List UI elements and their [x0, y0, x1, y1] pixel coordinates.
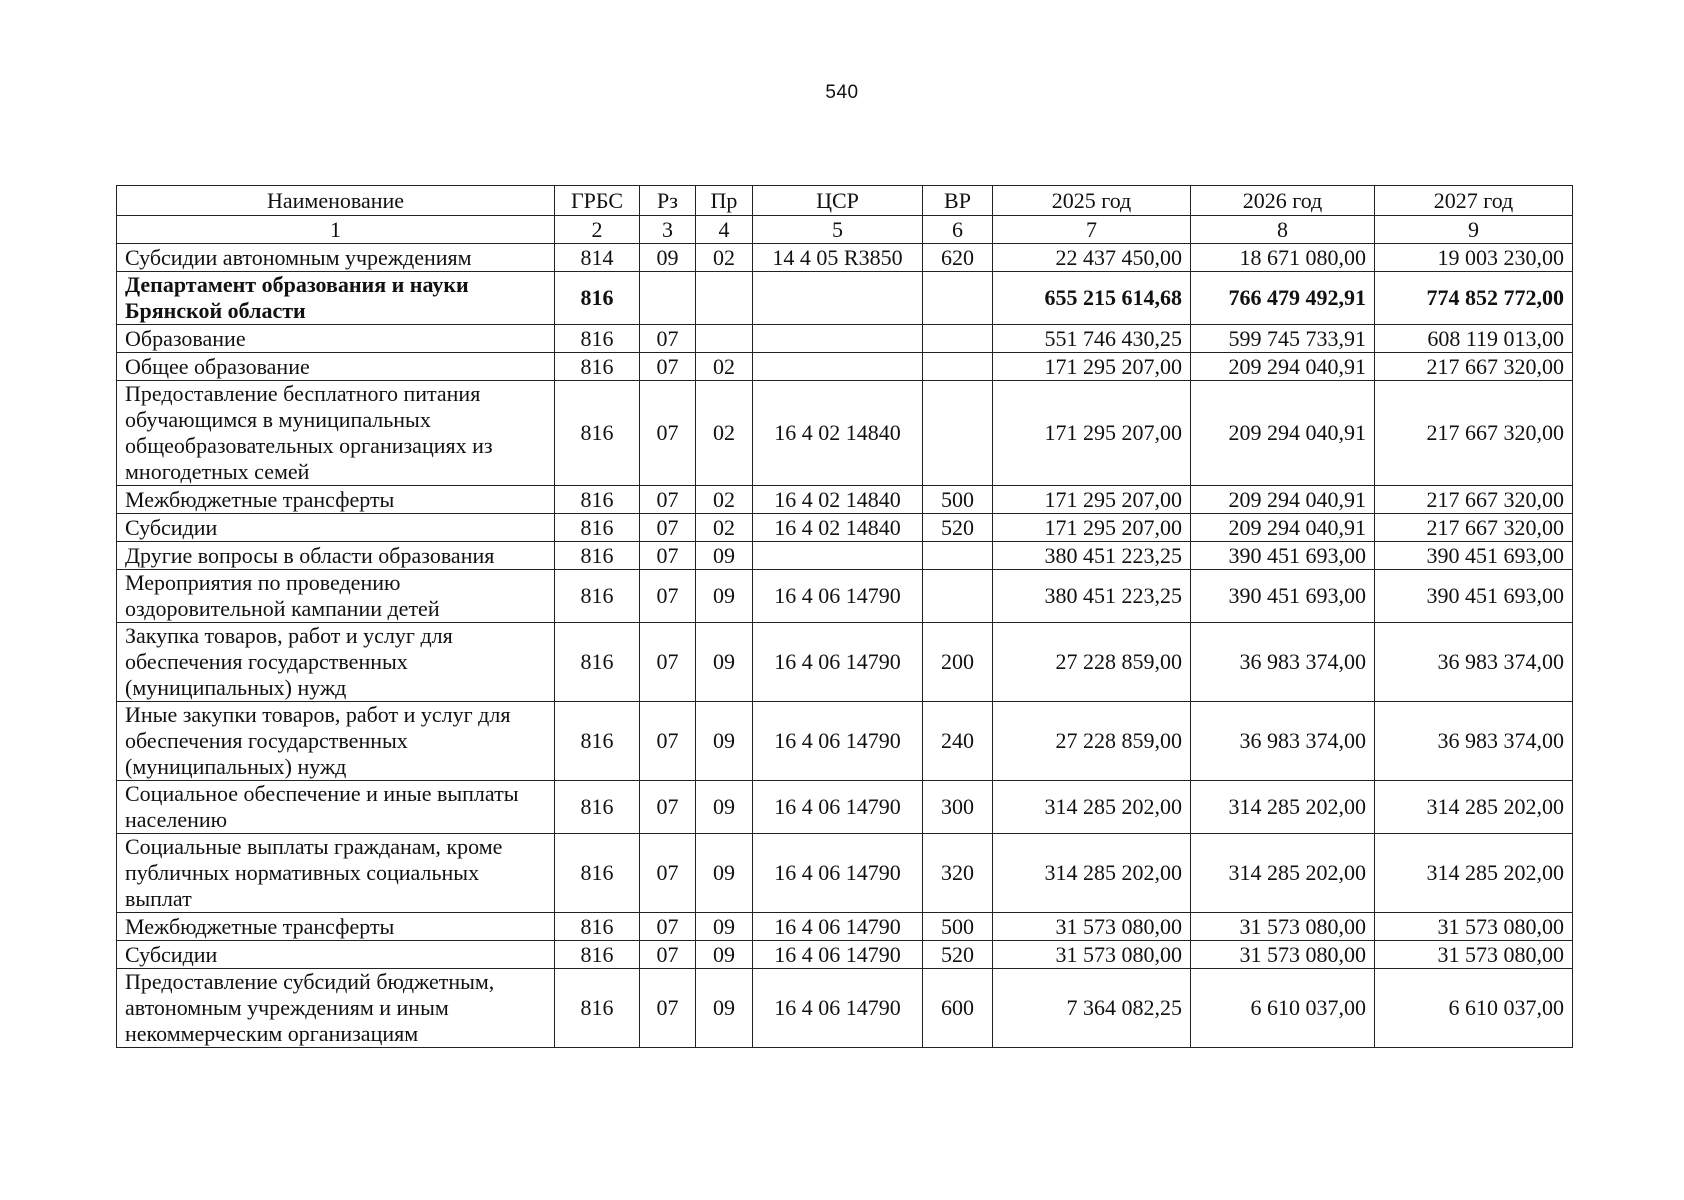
- column-number: 5: [753, 216, 923, 244]
- cell-year-2025: 314 285 202,00: [993, 834, 1191, 913]
- header-pr: Пр: [696, 186, 753, 216]
- table-row: [117, 834, 1573, 913]
- cell-name: Межбюджетные трансферты: [117, 913, 555, 941]
- table-row: [117, 486, 1573, 514]
- cell-grbs: 816: [555, 623, 640, 702]
- column-number: 9: [1375, 216, 1573, 244]
- cell-name: Субсидии: [117, 514, 555, 542]
- table-body: [117, 216, 1573, 1048]
- cell-grbs: 816: [555, 702, 640, 781]
- cell-vr: 600: [923, 969, 993, 1048]
- table-row: [117, 570, 1573, 623]
- cell-year-2025: 171 295 207,00: [993, 353, 1191, 381]
- column-number: 2: [555, 216, 640, 244]
- cell-csr: 16 4 02 14840: [753, 514, 923, 542]
- cell-vr: [923, 353, 993, 381]
- cell-csr: 16 4 06 14790: [753, 969, 923, 1048]
- cell-csr: 16 4 06 14790: [753, 913, 923, 941]
- cell-vr: 520: [923, 514, 993, 542]
- cell-year-2027: 217 667 320,00: [1375, 353, 1573, 381]
- cell-pr: [696, 272, 753, 325]
- cell-year-2026: 6 610 037,00: [1191, 969, 1375, 1048]
- cell-year-2027: 217 667 320,00: [1375, 381, 1573, 486]
- table-row: [117, 542, 1573, 570]
- cell-grbs: 816: [555, 486, 640, 514]
- cell-vr: [923, 381, 993, 486]
- cell-year-2025: 31 573 080,00: [993, 941, 1191, 969]
- cell-csr: 16 4 02 14840: [753, 486, 923, 514]
- cell-year-2027: 608 119 013,00: [1375, 325, 1573, 353]
- column-number: 8: [1191, 216, 1375, 244]
- table-row: [117, 623, 1573, 702]
- cell-year-2025: 27 228 859,00: [993, 702, 1191, 781]
- cell-year-2026: 36 983 374,00: [1191, 702, 1375, 781]
- cell-grbs: 816: [555, 325, 640, 353]
- cell-name: Общее образование: [117, 353, 555, 381]
- cell-year-2027: 390 451 693,00: [1375, 570, 1573, 623]
- cell-vr: 200: [923, 623, 993, 702]
- cell-rz: 07: [640, 834, 696, 913]
- cell-grbs: 816: [555, 969, 640, 1048]
- cell-csr: [753, 353, 923, 381]
- cell-pr: 09: [696, 969, 753, 1048]
- cell-name: Предоставление бесплатного питания обучающимся в муниципальных общеобразовательных организациях из многодетных семей: [117, 381, 555, 486]
- header-rz: Рз: [640, 186, 696, 216]
- header-csr: ЦСР: [753, 186, 923, 216]
- cell-csr: 16 4 06 14790: [753, 623, 923, 702]
- table-row: [117, 514, 1573, 542]
- table-row: [117, 781, 1573, 834]
- header-grbs: ГРБС: [555, 186, 640, 216]
- table-row: [117, 381, 1573, 486]
- cell-rz: 07: [640, 969, 696, 1048]
- cell-year-2026: 209 294 040,91: [1191, 514, 1375, 542]
- cell-year-2026: 209 294 040,91: [1191, 381, 1375, 486]
- cell-vr: 240: [923, 702, 993, 781]
- cell-name: Иные закупки товаров, работ и услуг для обеспечения государственных (муниципальных) нужд: [117, 702, 555, 781]
- cell-year-2025: 314 285 202,00: [993, 781, 1191, 834]
- cell-year-2025: 31 573 080,00: [993, 913, 1191, 941]
- cell-name: Межбюджетные трансферты: [117, 486, 555, 514]
- cell-rz: 07: [640, 702, 696, 781]
- cell-rz: 07: [640, 623, 696, 702]
- cell-year-2026: 31 573 080,00: [1191, 941, 1375, 969]
- cell-year-2025: 380 451 223,25: [993, 570, 1191, 623]
- cell-grbs: 816: [555, 514, 640, 542]
- header-row: [117, 186, 1573, 216]
- cell-rz: 07: [640, 781, 696, 834]
- cell-year-2026: 36 983 374,00: [1191, 623, 1375, 702]
- cell-grbs: 816: [555, 381, 640, 486]
- cell-year-2026: 390 451 693,00: [1191, 542, 1375, 570]
- cell-year-2025: 171 295 207,00: [993, 514, 1191, 542]
- table-row: [117, 702, 1573, 781]
- cell-grbs: 816: [555, 353, 640, 381]
- cell-csr: 16 4 06 14790: [753, 781, 923, 834]
- cell-grbs: 816: [555, 570, 640, 623]
- cell-year-2025: 7 364 082,25: [993, 969, 1191, 1048]
- cell-year-2026: 209 294 040,91: [1191, 353, 1375, 381]
- cell-rz: 07: [640, 570, 696, 623]
- cell-vr: 500: [923, 486, 993, 514]
- table-row: [117, 325, 1573, 353]
- cell-year-2025: 655 215 614,68: [993, 272, 1191, 325]
- cell-name: Социальные выплаты гражданам, кроме публичных нормативных социальных выплат: [117, 834, 555, 913]
- header-year-2025: 2025 год: [993, 186, 1191, 216]
- cell-year-2025: 22 437 450,00: [993, 244, 1191, 272]
- cell-year-2025: 171 295 207,00: [993, 486, 1191, 514]
- cell-pr: 02: [696, 486, 753, 514]
- cell-grbs: 816: [555, 781, 640, 834]
- cell-year-2027: 217 667 320,00: [1375, 514, 1573, 542]
- cell-grbs: 816: [555, 542, 640, 570]
- cell-vr: [923, 542, 993, 570]
- cell-vr: [923, 325, 993, 353]
- cell-year-2025: 27 228 859,00: [993, 623, 1191, 702]
- cell-year-2026: 209 294 040,91: [1191, 486, 1375, 514]
- cell-csr: [753, 542, 923, 570]
- cell-year-2027: 314 285 202,00: [1375, 781, 1573, 834]
- table-row: [117, 913, 1573, 941]
- cell-pr: 02: [696, 514, 753, 542]
- cell-name: Мероприятия по проведению оздоровительной кампании детей: [117, 570, 555, 623]
- cell-year-2027: 36 983 374,00: [1375, 623, 1573, 702]
- column-number: 7: [993, 216, 1191, 244]
- cell-name: Субсидии автономным учреждениям: [117, 244, 555, 272]
- cell-rz: 07: [640, 542, 696, 570]
- budget-table: [116, 185, 1573, 1048]
- header-name: Наименование: [117, 186, 555, 216]
- cell-pr: 09: [696, 542, 753, 570]
- cell-year-2025: 551 746 430,25: [993, 325, 1191, 353]
- cell-rz: 07: [640, 381, 696, 486]
- cell-rz: 07: [640, 325, 696, 353]
- cell-pr: [696, 325, 753, 353]
- cell-year-2026: 599 745 733,91: [1191, 325, 1375, 353]
- cell-name: Социальное обеспечение и иные выплаты населению: [117, 781, 555, 834]
- cell-grbs: 816: [555, 272, 640, 325]
- cell-csr: 16 4 06 14790: [753, 702, 923, 781]
- cell-year-2026: 390 451 693,00: [1191, 570, 1375, 623]
- cell-year-2027: 6 610 037,00: [1375, 969, 1573, 1048]
- cell-name: Субсидии: [117, 941, 555, 969]
- cell-csr: [753, 272, 923, 325]
- cell-year-2026: 18 671 080,00: [1191, 244, 1375, 272]
- cell-name: Закупка товаров, работ и услуг для обеспечения государственных (муниципальных) нужд: [117, 623, 555, 702]
- cell-grbs: 816: [555, 834, 640, 913]
- cell-csr: 16 4 06 14790: [753, 941, 923, 969]
- cell-csr: 16 4 06 14790: [753, 834, 923, 913]
- cell-rz: 07: [640, 353, 696, 381]
- cell-pr: 09: [696, 834, 753, 913]
- cell-year-2026: 766 479 492,91: [1191, 272, 1375, 325]
- cell-pr: 09: [696, 702, 753, 781]
- cell-year-2026: 314 285 202,00: [1191, 834, 1375, 913]
- cell-year-2027: 390 451 693,00: [1375, 542, 1573, 570]
- column-number: 1: [117, 216, 555, 244]
- cell-year-2026: 314 285 202,00: [1191, 781, 1375, 834]
- cell-vr: [923, 570, 993, 623]
- cell-pr: 09: [696, 570, 753, 623]
- cell-grbs: 816: [555, 941, 640, 969]
- cell-pr: 09: [696, 913, 753, 941]
- cell-name: Образование: [117, 325, 555, 353]
- cell-year-2027: 314 285 202,00: [1375, 834, 1573, 913]
- cell-name: Департамент образования и науки Брянской области: [117, 272, 555, 325]
- cell-pr: 02: [696, 381, 753, 486]
- column-number: 4: [696, 216, 753, 244]
- table-row: [117, 941, 1573, 969]
- cell-vr: 320: [923, 834, 993, 913]
- cell-vr: 620: [923, 244, 993, 272]
- page-number: 540: [825, 82, 859, 103]
- header-vr: ВР: [923, 186, 993, 216]
- table-row: [117, 969, 1573, 1048]
- cell-year-2027: 36 983 374,00: [1375, 702, 1573, 781]
- header-year-2027: 2027 год: [1375, 186, 1573, 216]
- cell-year-2027: 19 003 230,00: [1375, 244, 1573, 272]
- cell-pr: 09: [696, 781, 753, 834]
- cell-pr: 09: [696, 623, 753, 702]
- cell-grbs: 816: [555, 913, 640, 941]
- cell-pr: 02: [696, 353, 753, 381]
- table-row: [117, 244, 1573, 272]
- cell-csr: 16 4 02 14840: [753, 381, 923, 486]
- cell-name: Другие вопросы в области образования: [117, 542, 555, 570]
- cell-year-2025: 171 295 207,00: [993, 381, 1191, 486]
- column-number: 3: [640, 216, 696, 244]
- cell-year-2027: 31 573 080,00: [1375, 913, 1573, 941]
- cell-rz: 09: [640, 244, 696, 272]
- cell-vr: 520: [923, 941, 993, 969]
- cell-rz: 07: [640, 514, 696, 542]
- cell-rz: 07: [640, 486, 696, 514]
- cell-year-2027: 217 667 320,00: [1375, 486, 1573, 514]
- table-row: [117, 272, 1573, 325]
- cell-csr: 14 4 05 R3850: [753, 244, 923, 272]
- cell-year-2027: 31 573 080,00: [1375, 941, 1573, 969]
- cell-vr: 500: [923, 913, 993, 941]
- cell-year-2027: 774 852 772,00: [1375, 272, 1573, 325]
- cell-rz: 07: [640, 913, 696, 941]
- cell-csr: [753, 325, 923, 353]
- cell-grbs: 814: [555, 244, 640, 272]
- column-number: 6: [923, 216, 993, 244]
- cell-pr: 09: [696, 941, 753, 969]
- cell-year-2026: 31 573 080,00: [1191, 913, 1375, 941]
- cell-csr: 16 4 06 14790: [753, 570, 923, 623]
- header-year-2026: 2026 год: [1191, 186, 1375, 216]
- cell-pr: 02: [696, 244, 753, 272]
- cell-year-2025: 380 451 223,25: [993, 542, 1191, 570]
- cell-name: Предоставление субсидий бюджетным, автономным учреждениям и иным некоммерческим организациям: [117, 969, 555, 1048]
- cell-vr: [923, 272, 993, 325]
- cell-rz: 07: [640, 941, 696, 969]
- cell-vr: 300: [923, 781, 993, 834]
- cell-rz: [640, 272, 696, 325]
- table-row: [117, 353, 1573, 381]
- column-number-row: [117, 216, 1573, 244]
